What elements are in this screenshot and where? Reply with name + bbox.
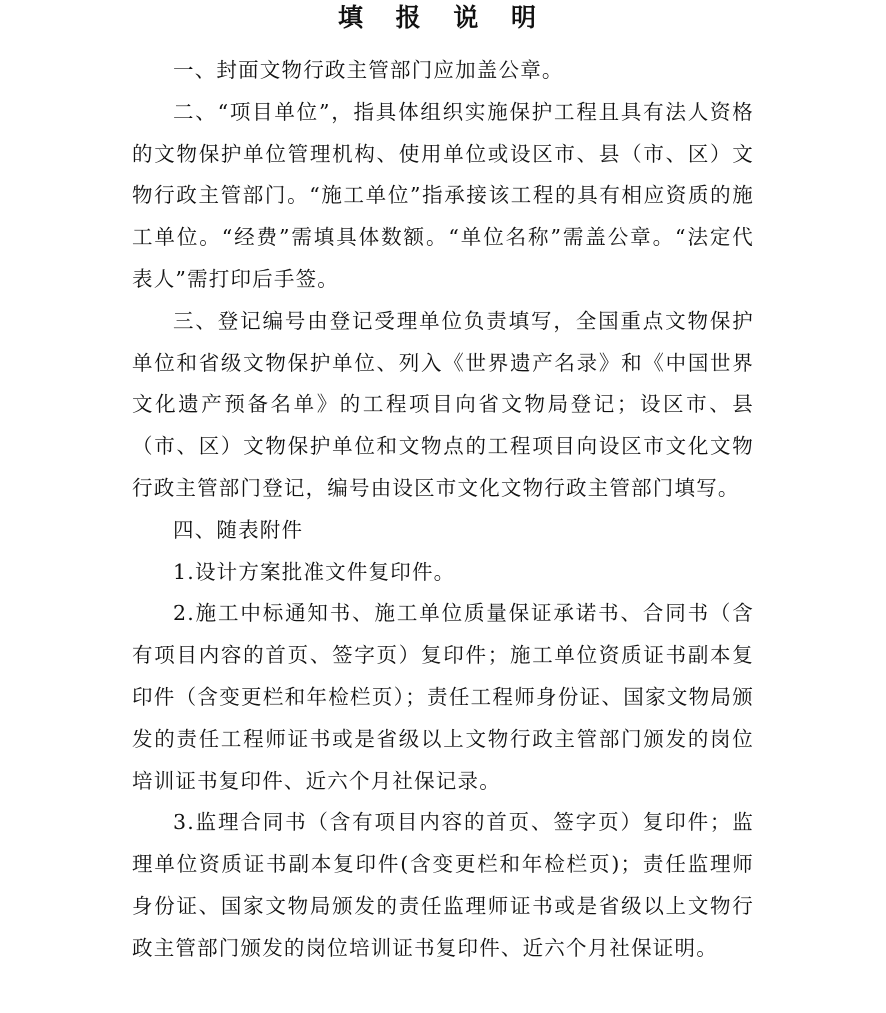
instructions-body: [132, 50, 754, 970]
paragraph-unit-definitions: 二、“项目单位”，指具体组织实施保护工程且具有法人资格的文物保护单位管理机构、使用单位或设区市、县（市、区）文物行政主管部门。“施工单位”指承接该工程的具有相应资质的施工单位。“经费”需填具体数额。“单位名称”需盖公章。“法定代表人”需打印后手签。: [132, 99, 754, 291]
paragraph-seal-requirement: 一、封面文物行政主管部门应加盖公章。: [173, 58, 564, 82]
paragraph-attachment-3: 3.监理合同书（含有项目内容的首页、签字页）复印件；监理单位资质证书副本复印件(含变更栏和年检栏页)；责任监理师身份证、国家文物局颁发的责任监理师证书或是省级以上文物行政主管部门颁发的岗位培训证书复印件、近六个月社保证明。: [132, 810, 754, 960]
paragraph-registration-number: 三、登记编号由登记受理单位负责填写，全国重点文物保护单位和省级文物保护单位、列入《世界遗产名录》和《中国世界文化遗产预备名单》的工程项目向省文物局登记；设区市、县（市、区）文物保护单位和文物点的工程项目向设区市文化文物行政主管部门登记，编号由设区市文化文物行政主管部门填写。: [132, 308, 754, 500]
paragraph-attachment-2: 2.施工中标通知书、施工单位质量保证承诺书、合同书（含有项目内容的首页、签字页）复印件；施工单位资质证书副本复印件（含变更栏和年检栏页）；责任工程师身份证、国家文物局颁发的责任工程师证书或是省级以上文物行政主管部门颁发的岗位培训证书复印件、近六个月社保记录。: [132, 601, 754, 793]
paragraph-attachment-1: 1.设计方案批准文件复印件。: [173, 559, 456, 584]
page-title: 填 报 说 明: [337, 3, 549, 32]
paragraph-attachments-heading: 四、随表附件: [173, 517, 304, 542]
